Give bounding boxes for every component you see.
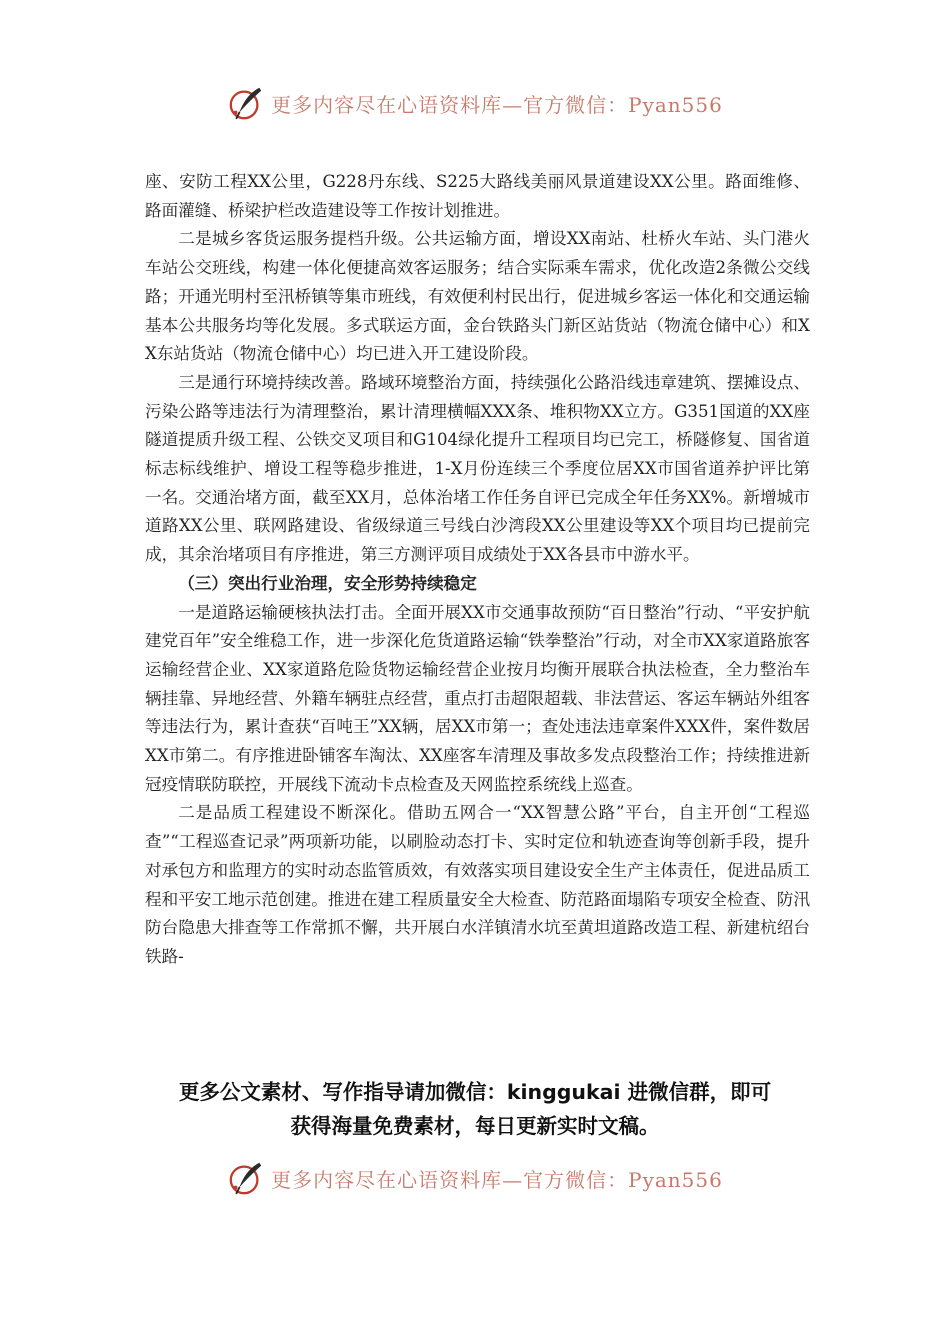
quill-pen-icon <box>227 1159 265 1197</box>
header-banner <box>0 78 950 128</box>
promo-notice <box>0 1075 950 1143</box>
banner-text: 更多内容尽在心语资料库—官方微信：Pyan556 <box>271 92 723 117</box>
promo-line: 获得海量免费素材，每日更新实时文稿。 <box>290 1114 660 1138</box>
document-body <box>145 168 810 972</box>
paragraph: 二是城乡客货运服务提档升级。公共运输方面，增设XX南站、杜桥火车站、头门港火车站公交班线，构建一体化便捷高效客运服务；结合实际乘车需求，优化改造2条微公交线路；开通光明村至汛桥镇等集市班线，有效便利村民出行，促进城乡客运一体化和交通运输基本公共服务均等化发展。多式联运方面，金台铁路头门新区站货站（物流仓储中心）和XX东站货站（物流仓储中心）均已进入开工建设阶段。 <box>145 229 810 364</box>
quill-pen-icon <box>227 84 265 122</box>
promo-line: 更多公文素材、写作指导请加微信：kinggukai 进微信群，即可 <box>178 1080 772 1104</box>
paragraph: 一是道路运输硬核执法打击。全面开展XX市交通事故预防“百日整治”行动、“平安护航建党百年”安全维稳工作，进一步深化危货道路运输“铁拳整治”行动，对全市XX家道路旅客运输经营企业、XX家道路危险货物运输经营企业按月均衡开展联合执法检查，全力整治车辆挂靠、异地经营、外籍车辆驻点经营，重点打击超限超载、非法营运、客运车辆站外组客等违法行为，累计查获“百吨王”XX辆，居XX市第一；查处违法违章案件XXX件，案件数居XX市第二。有序推进卧铺客车淘汰、XX座客车清理及事故多发点段整治工作；持续推进新冠疫情联防联控，开展线下流动卡点检查及天网监控系统线上巡查。 <box>145 602 810 794</box>
section-heading: （三）突出行业治理，安全形势持续稳定 <box>178 573 477 593</box>
paragraph: 三是通行环境持续改善。路域环境整治方面，持续强化公路沿线违章建筑、摆摊设点、污染公路等违法行为清理整治，累计清理横幅XXX条、堆积物XX立方。G351国道的XX座隧道提质升级工程、公铁交叉项目和G104绿化提升工程项目均已完工，桥隧修复、国省道标志标线维护、增设工程等稳步推进，1-X月份连续三个季度位居XX市国省道养护评比第一名。交通治堵方面，截至XX月，总体治堵工作任务自评已完成全年任务XX%。新增城市道路XX公里、联网路建设、省级绿道三号线白沙湾段XX公里建设等XX个项目均已提前完成，其余治堵项目有序推进，第三方测评项目成绩处于XX各县市中游水平。 <box>145 372 810 565</box>
paragraph: 二是品质工程建设不断深化。借助五网合一“XX智慧公路”平台，自主开创“工程巡查”“工程巡查记录”两项新功能，以刷脸动态打卡、实时定位和轨迹查询等创新手段，提升对承包方和监理方的实时动态监管质效，有效落实项目建设安全生产主体责任，促进品质工程和平安工地示范创建。推进在建工程质量安全大检查、防范路面塌陷专项安全检查、防汛防台隐患大排查等工作常抓不懈，共开展白水洋镇清水坑至黄坦道路改造工程、新建杭绍台铁路- <box>145 803 810 966</box>
paragraph: 座、安防工程XX公里，G228丹东线、S225大路线美丽风景道建设XX公里。路面维修、路面灌缝、桥梁护栏改造建设等工作按计划推进。 <box>145 172 810 220</box>
banner-text: 更多内容尽在心语资料库—官方微信：Pyan556 <box>271 1167 723 1192</box>
footer-banner <box>0 1153 950 1203</box>
